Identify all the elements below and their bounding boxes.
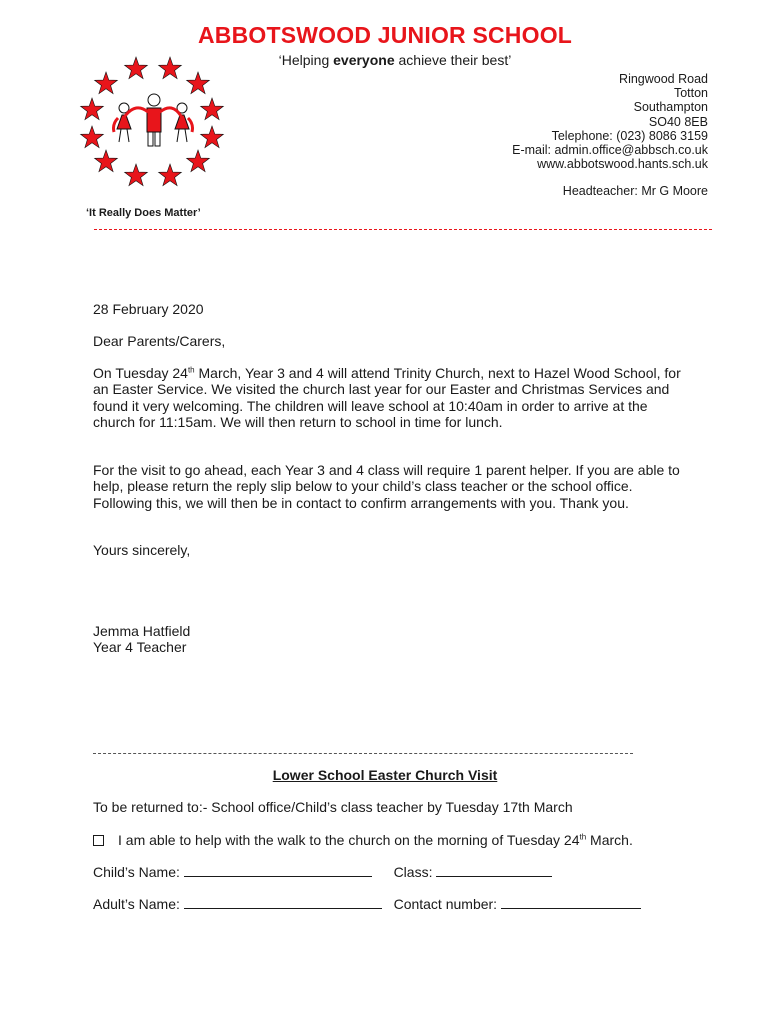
school-name: ABBOTSWOOD JUNIOR SCHOOL xyxy=(197,22,573,48)
child-name-label: Child’s Name: xyxy=(93,864,180,880)
telephone: Telephone: (023) 8086 3159 xyxy=(551,128,708,143)
help-checkbox-row[interactable] xyxy=(93,832,713,848)
slip-heading: Lower School Easter Church Visit xyxy=(272,767,498,783)
adult-name-field[interactable] xyxy=(184,896,382,909)
signatory-name: Jemma Hatfield xyxy=(93,623,191,639)
adult-details-row xyxy=(93,896,713,912)
header-divider xyxy=(94,229,712,230)
class-field[interactable] xyxy=(436,864,552,877)
help-checkbox-label-end: March. xyxy=(586,832,633,848)
ordinal-suffix: th xyxy=(579,832,587,842)
school-address xyxy=(512,72,708,171)
address-line: Southampton xyxy=(633,100,708,115)
paragraph-1-start: On Tuesday 24 xyxy=(93,365,188,381)
headteacher: Headteacher: Mr G Moore xyxy=(562,184,708,198)
address-line: Ringwood Road xyxy=(619,72,708,86)
adult-name-label: Adult’s Name: xyxy=(93,896,180,912)
paragraph-2: For the visit to go ahead, each Year 3 and 4 class will require 1 parent helper. If you are able to help, please return the reply slip below to your child’s class teacher or the school office. Following this, we will then be in contact to confirm arrangements with you. Thank you. xyxy=(93,462,680,511)
child-name-field[interactable] xyxy=(184,864,372,877)
closing: Yours sincerely, xyxy=(93,542,191,558)
children-holding-hands xyxy=(114,94,193,146)
contact-number-field[interactable] xyxy=(501,896,641,909)
paragraph-1 xyxy=(93,365,683,431)
class-label: Class: xyxy=(393,864,433,880)
help-checkbox[interactable] xyxy=(93,835,104,846)
signatory-role: Year 4 Teacher xyxy=(93,639,187,655)
ordinal-suffix: th xyxy=(187,365,195,375)
child-details-row xyxy=(93,864,713,880)
cut-line xyxy=(93,753,633,754)
letter-date: 28 February 2020 xyxy=(93,301,204,317)
contact-number-label: Contact number: xyxy=(393,896,498,912)
motto-end: achieve their best’ xyxy=(394,52,512,68)
address-line: Totton xyxy=(673,86,708,101)
school-logo xyxy=(74,52,234,202)
return-instructions: To be returned to:- School office/Child’s class teacher by Tuesday 17th March xyxy=(93,799,573,815)
website-link[interactable]: www.abbotswood.hants.sch.uk xyxy=(537,157,708,172)
email-link[interactable]: E-mail: admin.office@abbsch.co.uk xyxy=(512,143,708,158)
paragraph-1-rest: March, Year 3 and 4 will attend Trinity Church, next to Hazel Wood School, for an Easter Service. We visited the church last year for our Easter and Christmas Services and found it very welcoming. The children will leave school at 10:40am in order to arrive at the church for 11:15am. We will then return to school in time for lunch. xyxy=(93,365,681,431)
help-checkbox-label: I am able to help with the walk to the church on the morning of Tuesday 24 xyxy=(118,832,580,848)
salutation: Dear Parents/Carers, xyxy=(93,333,226,349)
motto-start: ‘Helping xyxy=(278,52,334,68)
school-slogan: ‘It Really Does Matter’ xyxy=(86,207,201,219)
address-line: SO40 8EB xyxy=(648,114,708,129)
motto-emphasis: everyone xyxy=(333,52,395,68)
